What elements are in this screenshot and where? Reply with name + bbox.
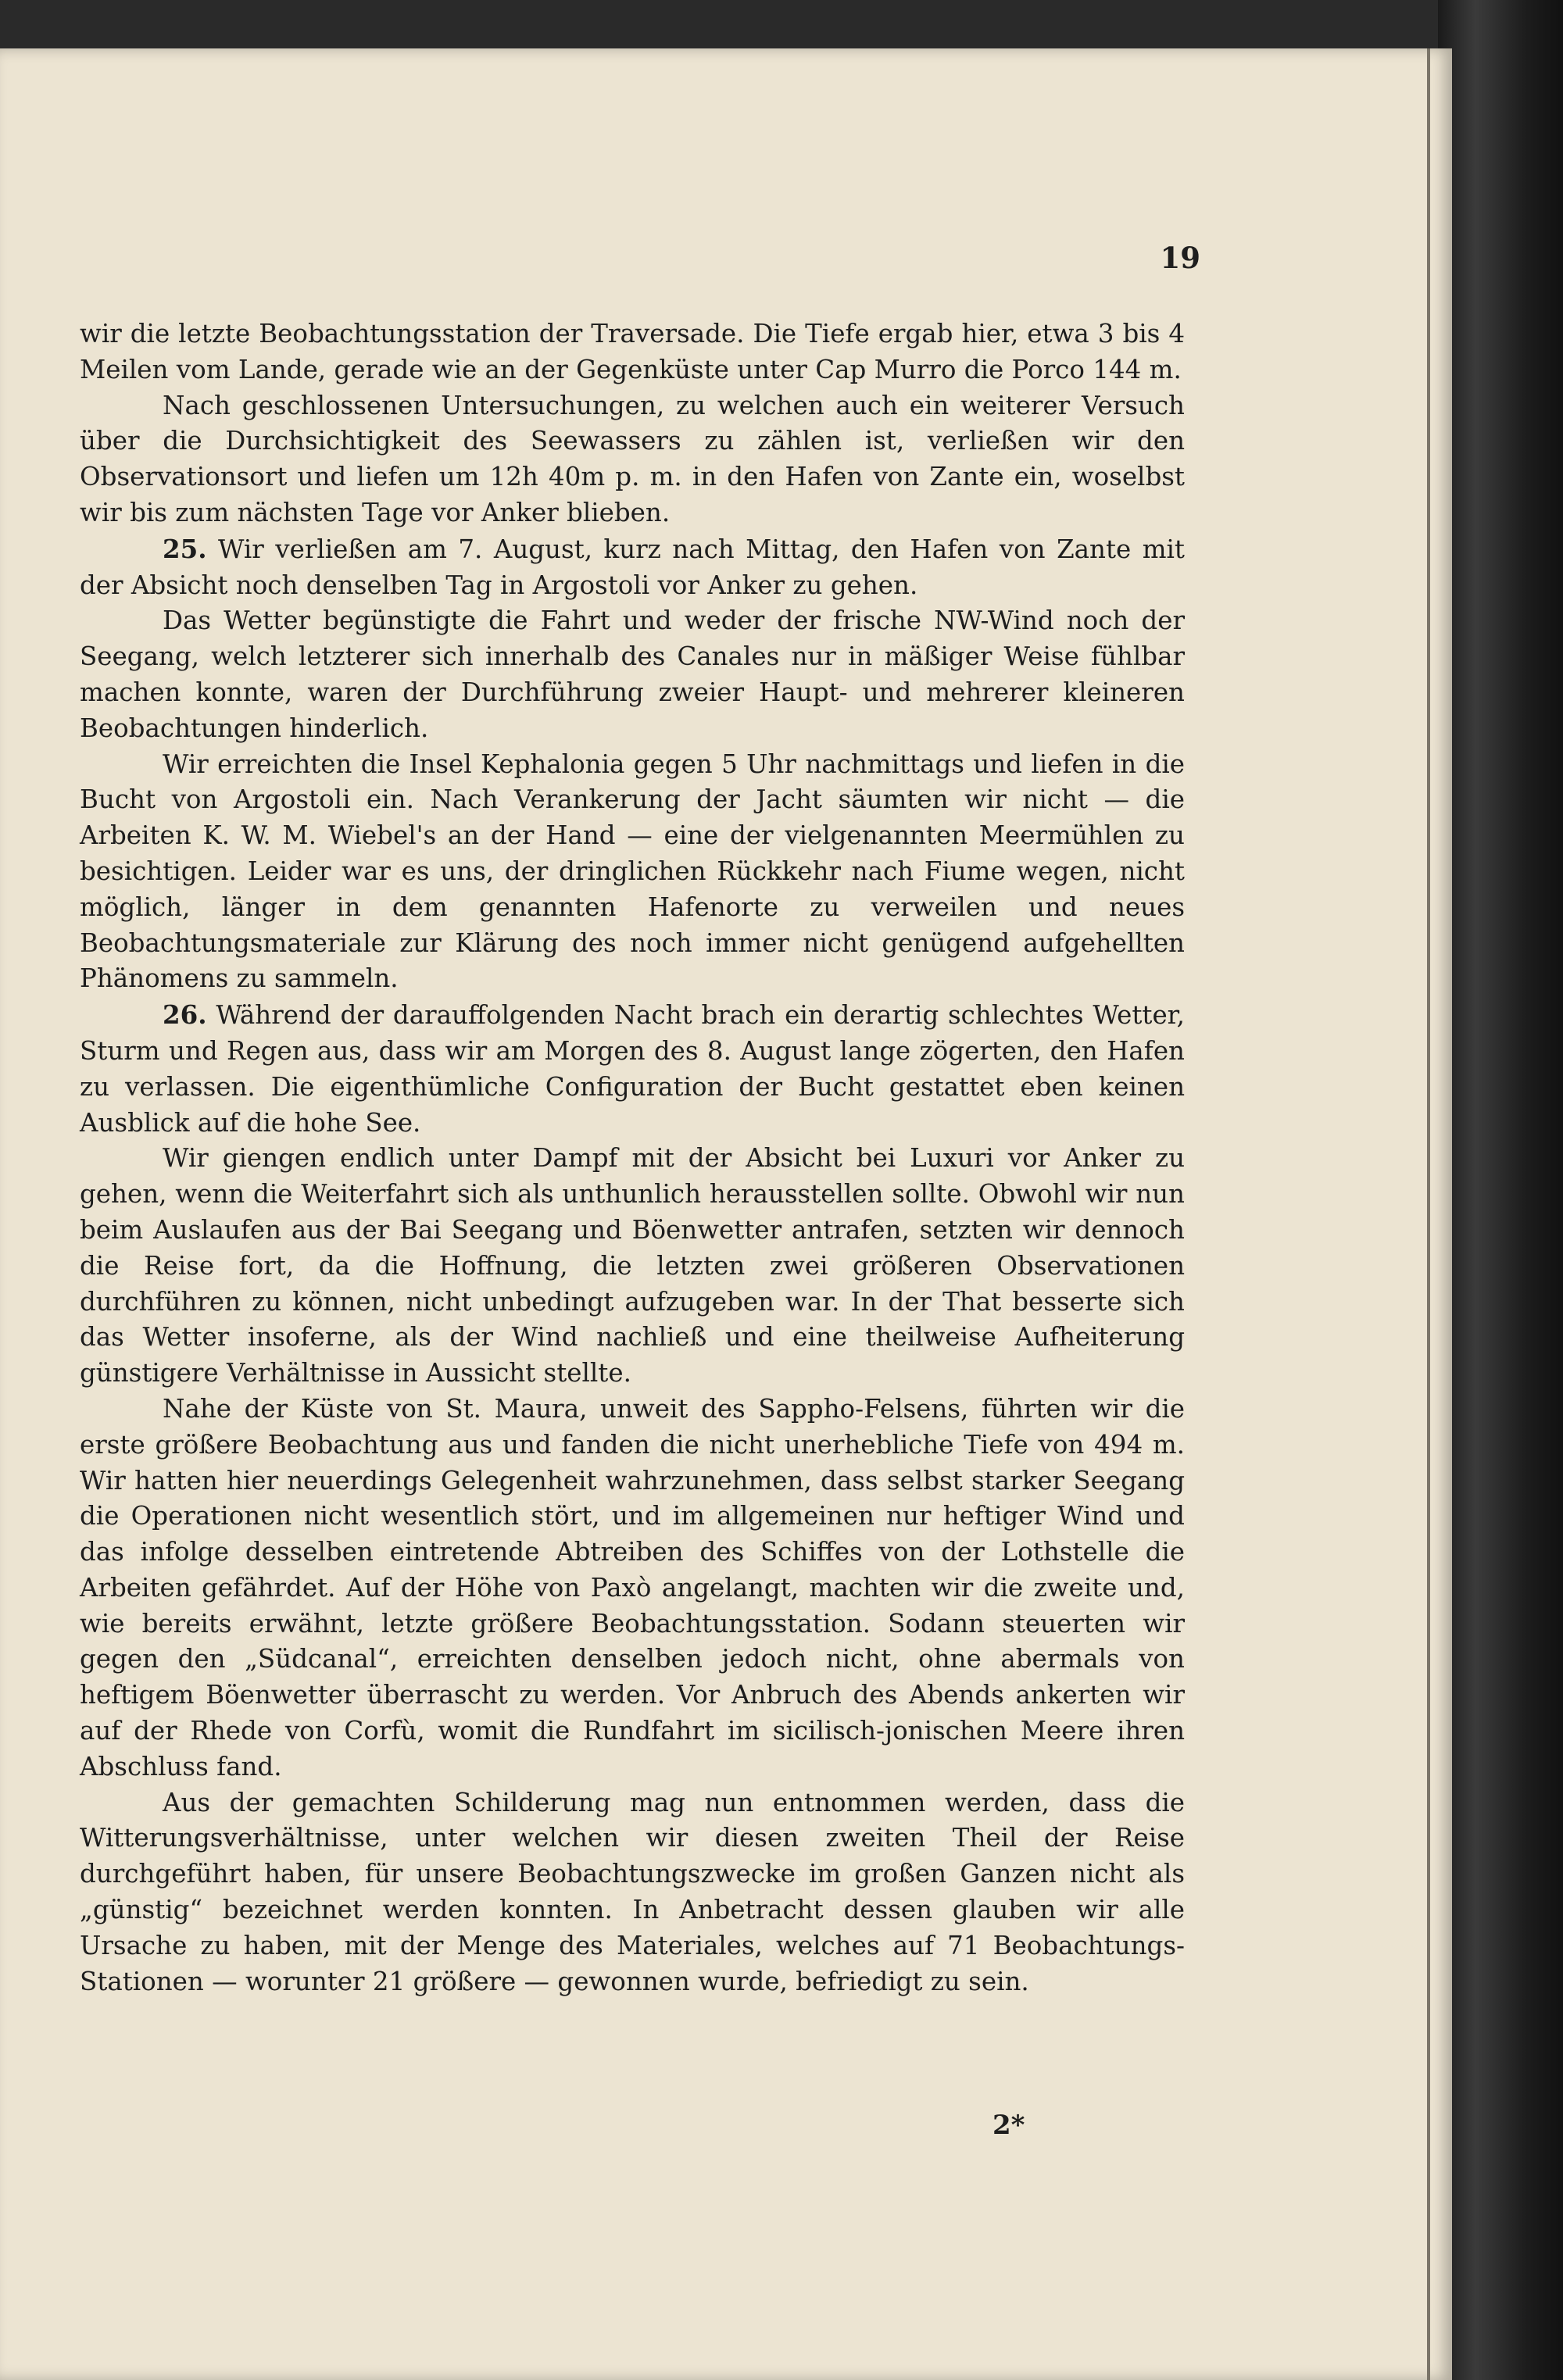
paragraph-text: Nach geschlossenen Untersuchungen, zu welchen auch ein weiterer Versuch über die Durchsichtigkeit des Seewassers zu zählen ist, verließen wir den Observationsort und liefen um 12h 40m p. m. in den Hafen von Zante ein, woselbst wir bis zum nächsten Tage vor Anker blieben. [80, 390, 1185, 527]
paragraph-text: Aus der gemachten Schilderung mag nun entnommen werden, dass die Witterungsverhältnisse, unter welchen wir diesen zweiten Theil der Reise durchgeführt haben, für unsere Beobachtungszwecke im großen Ganzen nicht als „günstig“ bezeichnet werden konnten. In Anbetracht dessen glauben wir alle Ursache zu haben, mit der Menge des Materiales, welches auf 71 Beobachtungs-Stationen — worunter 21 größere — gewonnen wurde, befriedigt zu sein. [80, 1787, 1185, 1996]
paragraph-text: Nahe der Küste von St. Maura, unweit des Sappho-Felsens, führten wir die erste größere Beobachtung aus und fanden die nicht unerhebliche Tiefe von 494 m. Wir hatten hier neuerdings Gelegenheit wahrzunehmen, dass selbst starker Seegang die Operationen nicht wesentlich stört, und im allgemeinen nur heftiger Wind und das infolge desselben eintretende Abtreiben des Schiffes von der Lothstelle die Arbeiten gefährdet. Auf der Höhe von Paxò angelangt, machten wir die zweite und, wie bereits erwähnt, letzte größere Beobachtungsstation. Sodann steuerten wir gegen den „Südcanal“, erreichten denselben jedoch nicht, ohne abermals von heftigem Böenwetter überrascht zu werden. Vor Anbruch des Abends ankerten wir auf der Rhede von Corfù, womit die Rundfahrt im sicilisch-jonischen Meere ihren Abschluss fand. [80, 1393, 1185, 1781]
paragraph [80, 747, 1185, 998]
paragraph-text: Wir verließen am 7. August, kurz nach Mittag, den Hafen von Zante mit der Absicht noch denselben Tag in Argostoli vor Anker zu gehen. [80, 534, 1185, 600]
paragraph [80, 1141, 1185, 1392]
paragraph-text: wir die letzte Beobachtungsstation der Traversade. Die Tiefe ergab hier, etwa 3 bis 4 Meilen vom Lande, gerade wie an der Gegenküste unter Cap Murro die Porco 144 m. [80, 319, 1185, 384]
paragraph [80, 531, 1185, 604]
page-edge-rule [1427, 48, 1430, 2380]
paragraph [80, 316, 1185, 388]
page-number: 19 [1160, 241, 1200, 275]
book-binding [1438, 0, 1563, 2380]
paragraph [80, 1392, 1185, 1785]
paragraph [80, 388, 1185, 531]
paragraph-text: Das Wetter begünstigte die Fahrt und weder der frische NW-Wind noch der Seegang, welch letzterer sich innerhalb des Canales nur in mäßiger Weise fühlbar machen konnte, waren der Durchführung zweier Haupt- und mehrerer kleineren Beobachtungen hinderlich. [80, 606, 1185, 743]
section-number: 26. [163, 999, 207, 1031]
paragraph [80, 997, 1185, 1141]
paragraph [80, 603, 1185, 746]
paragraph-text: Während der darauffolgenden Nacht brach ein derartig schlechtes Wetter, Sturm und Regen aus, dass wir am Morgen des 8. August lange zögerten, den Hafen zu verlassen. Die eigenthümliche Configuration der Bucht gestattet eben keinen Ausblick auf die hohe See. [80, 1000, 1185, 1138]
paragraph-text: Wir giengen endlich unter Dampf mit der Absicht bei Luxuri vor Anker zu gehen, wenn die Weiterfahrt sich als unthunlich herausstellen sollte. Obwohl wir nun beim Auslaufen aus der Bai Seegang und Böenwetter antrafen, setzten wir dennoch die Reise fort, da die Hoffnung, die letzten zwei größeren Observationen durchführen zu können, nicht unbedingt aufzugeben war. In der That besserte sich das Wetter insoferne, als der Wind nachließ und eine theilweise Aufheiterung günstigere Verhältnisse in Aussicht stellte. [80, 1143, 1185, 1388]
paragraph-text: Wir erreichten die Insel Kephalonia gegen 5 Uhr nachmittags und liefen in die Bucht von Argostoli ein. Nach Verankerung der Jacht säumten wir nicht — die Arbeiten K. W. M. Wiebel's an der Hand — eine der vielgenannten Meermühlen zu besichtigen. Leider war es uns, der dringlichen Rückkehr nach Fiume wegen, nicht möglich, länger in dem genannten Hafenorte zu verweilen und neues Beobachtungsmateriale zur Klärung des noch immer nicht genügend aufgehellten Phänomens zu sammeln. [80, 749, 1185, 994]
paragraph [80, 1785, 1185, 2000]
signature-mark: 2* [993, 2110, 1025, 2141]
body-text [80, 316, 1185, 1999]
section-number: 25. [163, 533, 207, 564]
